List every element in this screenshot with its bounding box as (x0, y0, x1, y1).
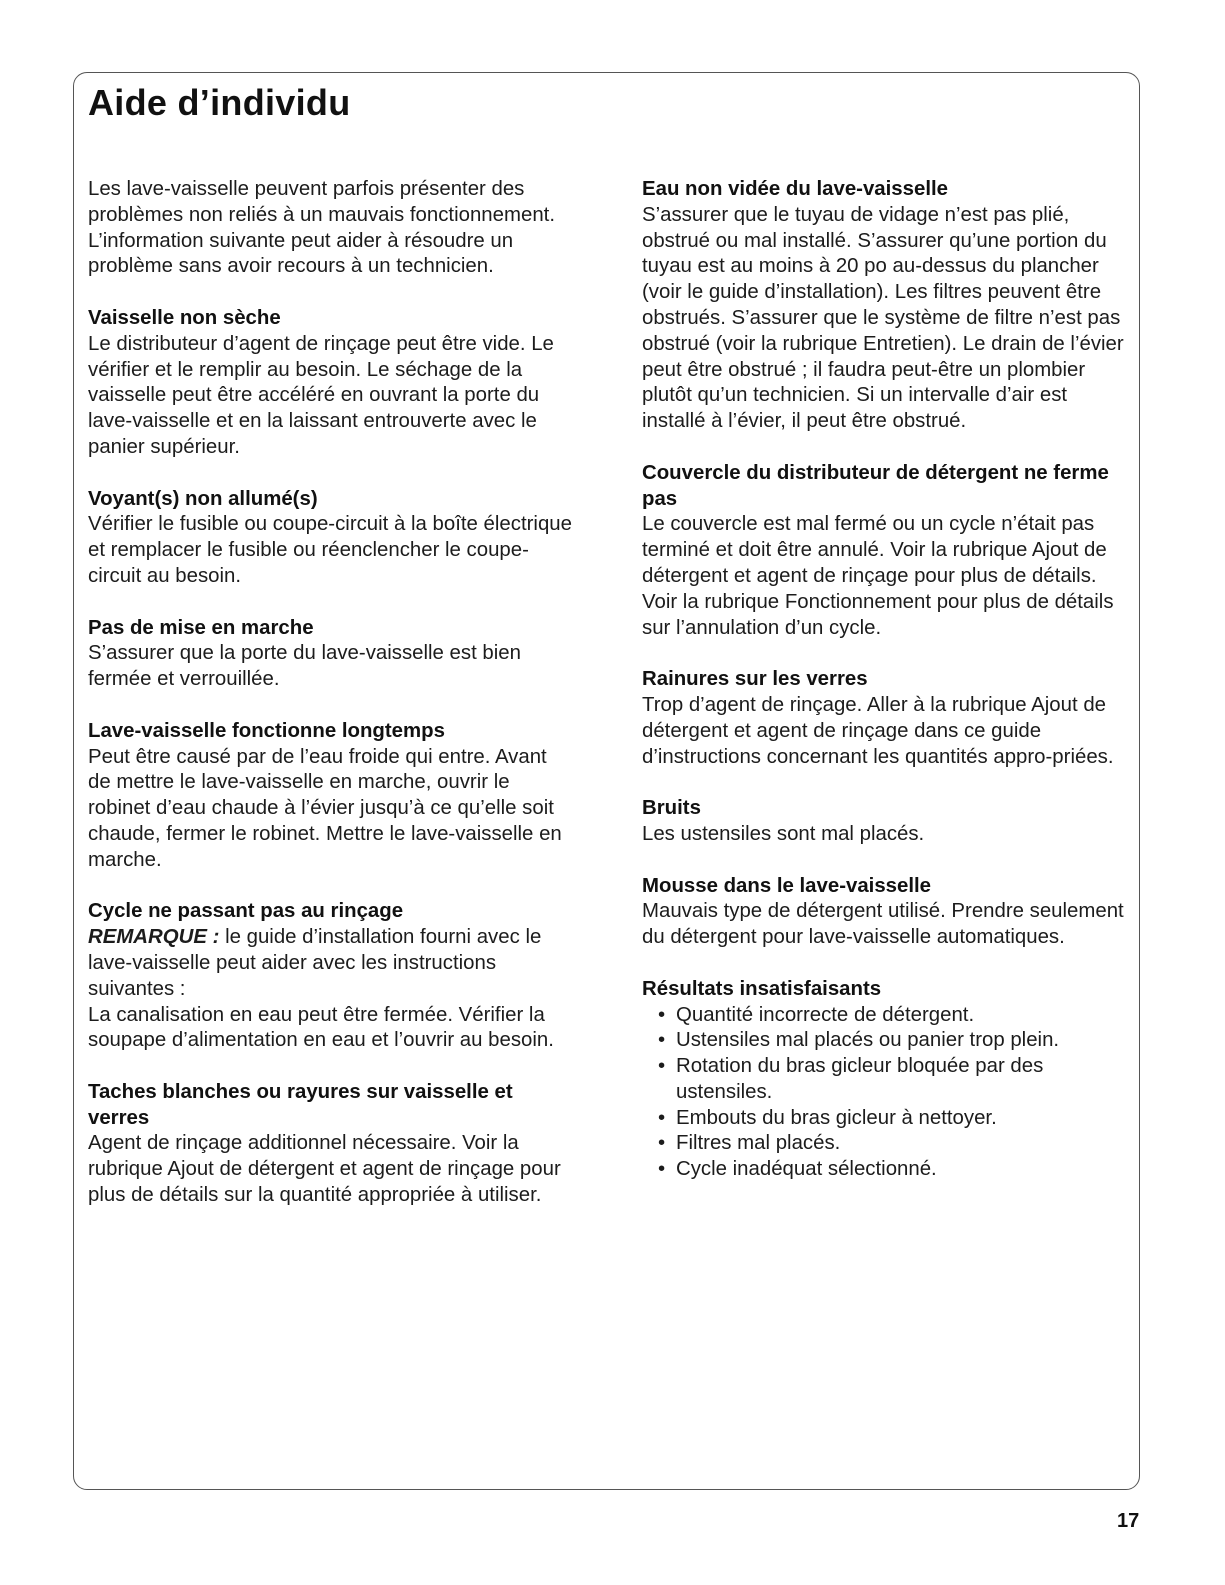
section-resultats-insatisfaisants (642, 977, 1127, 1183)
section-body: Le distributeur d’agent de rinçage peut être vide. Le vérifier et le remplir au besoin. Le séchage de la vaisselle peut être accéléré en ouvrant la porte du lave-vaisselle et en la laissant entrouverte avec le panier supérieur. (88, 332, 554, 458)
list-item (656, 1131, 1127, 1157)
right-column (642, 177, 1127, 1183)
intro-paragraph (88, 177, 573, 280)
section-heading: Couvercle du distributeur de détergent ne ferme pas (642, 461, 1109, 510)
section-body: Trop d’agent de rinçage. Aller à la rubrique Ajout de détergent et agent de rinçage dans ce guide d’instructions concernant les quantités appro-priées. (642, 693, 1114, 768)
section-cycle-rincage (88, 899, 573, 1054)
section-heading: Pas de mise en marche (88, 616, 314, 639)
section-body: Les ustensiles sont mal placés. (642, 822, 925, 845)
page-number: 17 (1117, 1510, 1140, 1532)
section-voyants-non-allumes (88, 487, 573, 590)
section-heading: Eau non vidée du lave-vaisselle (642, 178, 948, 200)
section-heading: Taches blanches ou rayures sur vaisselle et verres (88, 1080, 513, 1129)
section-fonctionne-longtemps (88, 719, 573, 874)
list-item (656, 1003, 1127, 1029)
section-heading: Rainures sur les verres (642, 668, 868, 691)
list-item-text: Rotation du bras gicleur bloquée par des ustensiles. (676, 1055, 1044, 1103)
bullet-icon: • (658, 1158, 666, 1181)
bullet-icon: • (658, 1029, 666, 1052)
bullet-icon: • (658, 1132, 666, 1155)
section-vaisselle-non-seche (88, 306, 573, 461)
section-heading: Lave-vaisselle fonctionne longtemps (88, 719, 445, 742)
section-body: S’assurer que la porte du lave-vaisselle est bien fermée et verrouillée. (88, 642, 521, 691)
section-taches-blanches (88, 1080, 573, 1209)
note-label: REMARQUE : (88, 926, 220, 949)
bullet-icon: • (658, 1055, 666, 1078)
section-rainures-verres (642, 667, 1127, 770)
list-item-text: Filtres mal placés. (676, 1132, 841, 1155)
section-heading: Mousse dans le lave-vaisselle (642, 874, 932, 897)
section-body: Le couvercle est mal fermé ou un cycle n’était pas terminé et doit être annulé. Voir la rubrique Ajout de détergent et agent de rinçage pour plus de détails. Voir la rubrique Fonctionnement pour plus de détails sur l’annulation d’un cycle. (642, 513, 1114, 639)
note-paragraph (88, 925, 573, 1002)
section-body: Vérifier le fusible ou coupe-circuit à la boîte électrique et remplacer le fusible ou réenclencher le coupe-circuit au besoin. (88, 513, 572, 587)
bullet-icon: • (658, 1106, 666, 1129)
section-pas-de-mise-en-marche (88, 616, 573, 693)
list-item-text: Embouts du bras gicleur à nettoyer. (676, 1106, 997, 1129)
section-heading: Cycle ne passant pas au rinçage (88, 900, 404, 923)
section-body: Agent de rinçage additionnel nécessaire. Voir la rubrique Ajout de détergent et agent de rinçage pour plus de détails sur la quantité appropriée à utiliser. (88, 1132, 561, 1207)
section-body: La canalisation en eau peut être fermée. Vérifier la soupape d’alimentation en eau et l’ouvrir au besoin. (88, 1003, 554, 1052)
section-body: Mauvais type de détergent utilisé. Prendre seulement du détergent pour lave-vaisselle automatiques. (642, 900, 1124, 949)
list-item (656, 1106, 1127, 1132)
section-eau-non-videe (642, 177, 1127, 435)
list-item-text: Ustensiles mal placés ou panier trop plein. (676, 1029, 1060, 1052)
bullet-list (642, 1003, 1127, 1184)
intro-text: Les lave-vaisselle peuvent parfois présenter des problèmes non reliés à un mauvais fonctionnement. L’information suivante peut aider à résoudre un problème sans avoir recours à un technicien. (88, 178, 555, 278)
section-body: S’assurer que le tuyau de vidage n’est pas plié, obstrué ou mal installé. S’assurer qu’une portion du tuyau est au moins à 20 po au-dessus du plancher (voir le guide d’installation). Les filtres peuvent être obstrués. S’assurer que le système de filtre n’est pas obstrué (voir la rubrique Entretien). Le drain de l’évier peut être obstrué ; il faudra peut-être un plombier plutôt qu’un technicien. Si un intervalle d’air est installé à l’évier, il peut être obstrué. (642, 203, 1124, 433)
left-column (88, 177, 573, 1209)
section-bruits (642, 796, 1127, 848)
list-item (656, 1028, 1127, 1054)
bullet-icon: • (658, 1003, 666, 1026)
section-couvercle-distributeur (642, 461, 1127, 642)
list-item-text: Cycle inadéquat sélectionné. (676, 1158, 937, 1181)
section-heading: Vaisselle non sèche (88, 306, 281, 329)
section-heading: Bruits (642, 797, 701, 820)
section-body: Peut être causé par de l’eau froide qui entre. Avant de mettre le lave-vaisselle en marche, ouvrir le robinet d’eau chaude à l’évier jusqu’à ce qu’elle soit chaude, fermer le robinet. Mettre le lave-vaisselle en marche. (88, 745, 562, 871)
section-heading: Résultats insatisfaisants (642, 977, 882, 1000)
list-item (656, 1054, 1127, 1106)
page-title: Aide d’individu (88, 82, 351, 123)
note-text: le guide d’installation fourni avec le lave-vaisselle peut aider avec les instructions suivantes : (88, 926, 542, 1000)
list-item-text: Quantité incorrecte de détergent. (676, 1003, 975, 1026)
list-item (656, 1157, 1127, 1183)
section-heading: Voyant(s) non allumé(s) (88, 487, 318, 510)
section-mousse (642, 874, 1127, 951)
